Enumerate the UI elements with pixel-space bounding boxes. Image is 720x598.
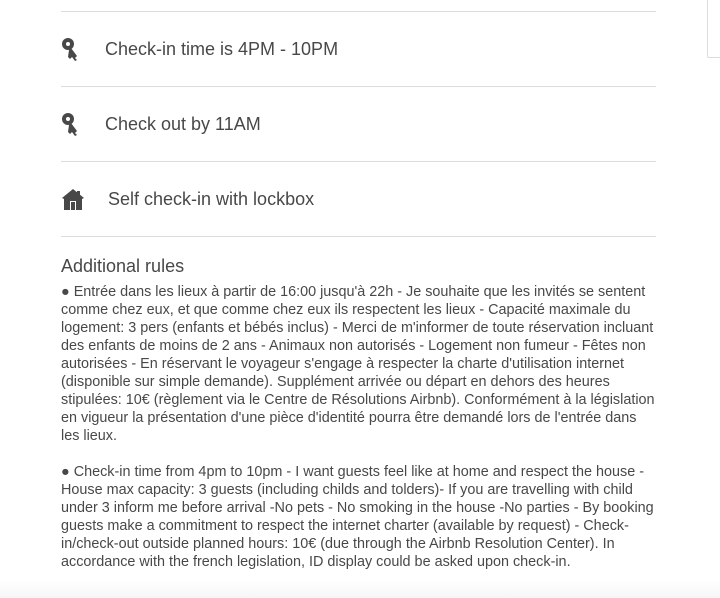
house-icon (61, 187, 85, 211)
key-icon (61, 112, 83, 136)
divider (61, 236, 656, 237)
additional-rules-paragraph-fr: ● Entrée dans les lieux à partir de 16:00 jusqu'à 22h - Je souhaite que les invités se sentent comme chez eux, et que comme chez eux ils respectent les lieux - Capacité maximale du logement: 3 pers (enfants et bébés inclus) - Merci de m'informer de toute réservation incluant des enfants de moins de 2 ans - Animaux non autorisés - Logement non fumeur - Fêtes non autorisées - En réservant le voyageur s'engage à respecter la charte d'utilisation internet (disponible sur simple demande). Supplément arrivée ou départ en dehors des heures stipulées: 10€ (règlement via le Centre de Résolutions Airbnb). Conformément à la législation en vigueur la présentation d'une pièce d'identité pourra être demandé lors de l'entrée dans les lieux. (61, 284, 655, 444)
key-icon (61, 37, 83, 61)
bottom-fade (0, 580, 720, 598)
rule-label: Self check-in with lockbox (108, 188, 315, 209)
rule-row-self-check-in (61, 162, 656, 236)
rule-row-check-out (61, 87, 656, 161)
additional-rules-title: Additional rules (61, 256, 185, 276)
rule-row-check-in (61, 12, 656, 86)
side-panel-edge (707, 0, 720, 58)
additional-rules-paragraph-en: ● Check-in time from 4pm to 10pm - I want guests feel like at home and respect the house - House max capacity: 3 guests (including childs and tolders)- If you are travelling with child under 3 inform me before arrival -No pets - No smoking in the house -No parties - By booking guests make a commitment to respect the internet charter (available by request) - Check-in/check-out outside planned hours: 10€ (due through the Airbnb Resolution Center). In accordance with the french legislation, ID display could be asked upon check-in. (61, 464, 654, 570)
rule-label: Check out by 11AM (105, 113, 261, 134)
house-rules-section (61, 0, 656, 589)
rule-label: Check-in time is 4PM - 10PM (105, 38, 339, 59)
